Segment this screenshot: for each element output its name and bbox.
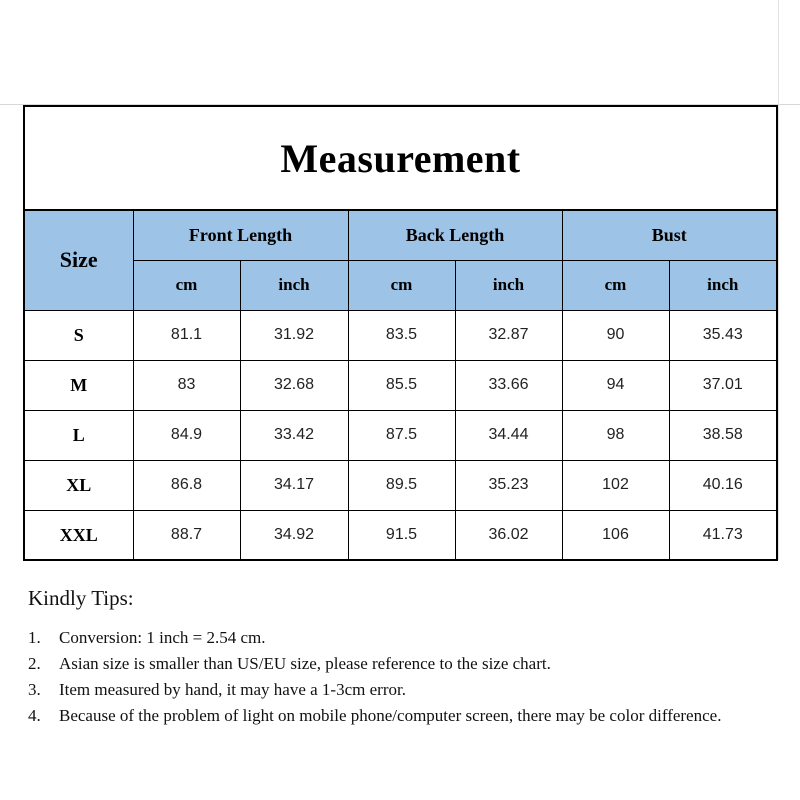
size-label: L [25, 410, 133, 460]
table-cell: 98 [562, 410, 669, 460]
list-number: 3. [28, 680, 41, 699]
table-row [25, 360, 776, 410]
header-unit: inch [455, 260, 562, 310]
table-cell: 40.16 [669, 460, 776, 510]
size-chart [23, 105, 778, 561]
guide-line-vertical [778, 0, 779, 560]
table-row [25, 460, 776, 510]
size-table [25, 209, 776, 560]
tips-title: Kindly Tips: [28, 586, 134, 610]
table-cell: 32.87 [455, 310, 562, 360]
table-cell: 89.5 [348, 460, 455, 510]
header-unit: cm [562, 260, 669, 310]
header-row-units [25, 260, 776, 310]
table-cell: 102 [562, 460, 669, 510]
table-cell: 34.17 [240, 460, 348, 510]
table-cell: 91.5 [348, 510, 455, 560]
table-cell: 41.73 [669, 510, 776, 560]
header-front-length: Front Length [133, 210, 348, 260]
table-cell: 35.23 [455, 460, 562, 510]
table-cell: 33.66 [455, 360, 562, 410]
table-cell: 33.42 [240, 410, 348, 460]
table-row [25, 510, 776, 560]
table-cell: 94 [562, 360, 669, 410]
table-row [25, 410, 776, 460]
table-cell: 83 [133, 360, 240, 410]
table-cell: 86.8 [133, 460, 240, 510]
table-cell: 38.58 [669, 410, 776, 460]
table-cell: 85.5 [348, 360, 455, 410]
table-cell: 90 [562, 310, 669, 360]
list-text: Conversion: 1 inch = 2.54 cm. [59, 628, 266, 647]
size-label: S [25, 310, 133, 360]
table-cell: 35.43 [669, 310, 776, 360]
chart-title: Measurement [280, 135, 521, 181]
table-cell: 88.7 [133, 510, 240, 560]
list-text: Because of the problem of light on mobile phone/computer screen, there may be color difference. [59, 706, 722, 725]
header-unit: cm [133, 260, 240, 310]
list-item [28, 677, 768, 703]
size-label: XL [25, 460, 133, 510]
header-back-length: Back Length [348, 210, 562, 260]
tips-list [28, 625, 768, 729]
table-cell: 81.1 [133, 310, 240, 360]
table-cell: 83.5 [348, 310, 455, 360]
list-number: 2. [28, 654, 41, 673]
header-unit: inch [240, 260, 348, 310]
table-cell: 32.68 [240, 360, 348, 410]
table-cell: 31.92 [240, 310, 348, 360]
header-size: Size [25, 210, 133, 310]
table-cell: 34.44 [455, 410, 562, 460]
table-row [25, 310, 776, 360]
header-row-groups [25, 210, 776, 260]
header-bust: Bust [562, 210, 776, 260]
table-cell: 84.9 [133, 410, 240, 460]
list-item [28, 625, 768, 651]
size-label: XXL [25, 510, 133, 560]
header-unit: inch [669, 260, 776, 310]
tips-section [28, 586, 768, 729]
header-unit: cm [348, 260, 455, 310]
list-text: Item measured by hand, it may have a 1-3cm error. [59, 680, 406, 699]
table-cell: 37.01 [669, 360, 776, 410]
list-number: 1. [28, 628, 41, 647]
table-cell: 36.02 [455, 510, 562, 560]
table-cell: 87.5 [348, 410, 455, 460]
size-label: M [25, 360, 133, 410]
list-item [28, 651, 768, 677]
list-text: Asian size is smaller than US/EU size, please reference to the size chart. [59, 654, 551, 673]
table-cell: 106 [562, 510, 669, 560]
table-cell: 34.92 [240, 510, 348, 560]
list-item [28, 703, 768, 729]
list-number: 4. [28, 706, 41, 725]
